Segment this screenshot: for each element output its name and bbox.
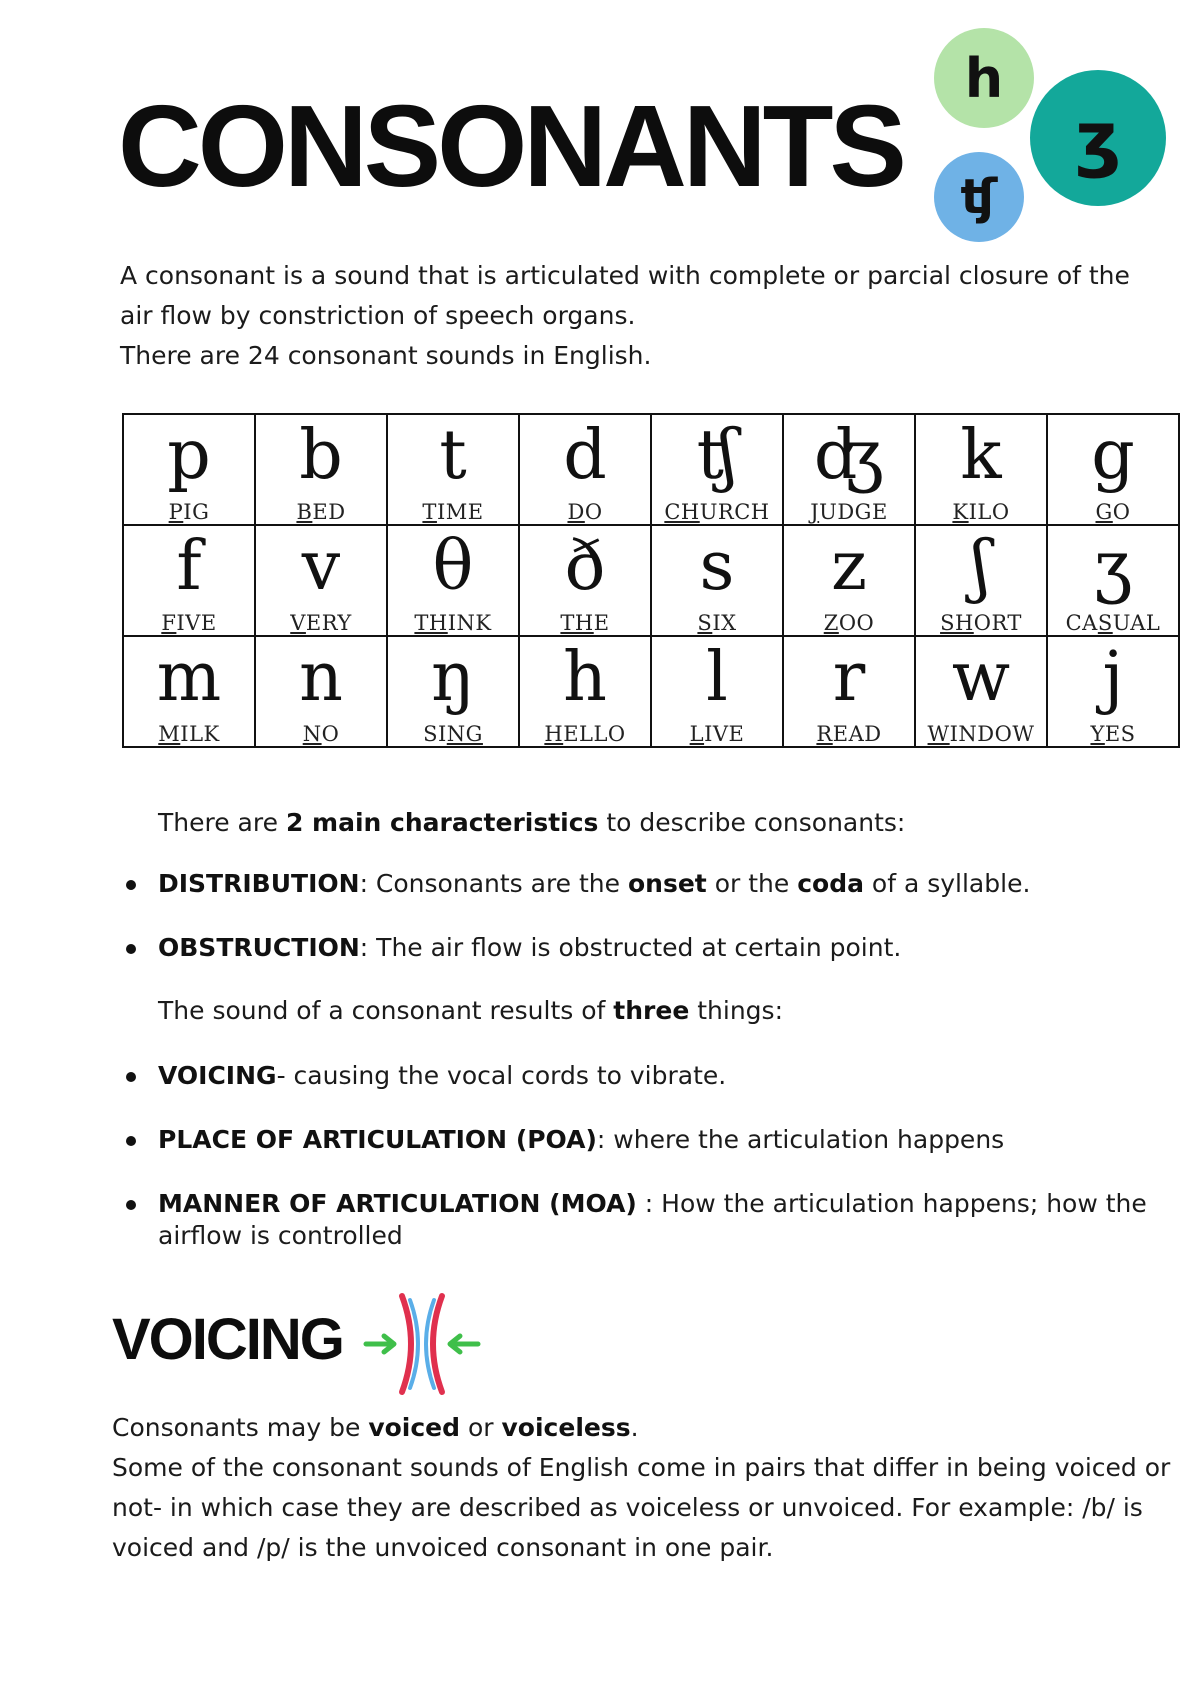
example-word-part: O — [321, 722, 340, 746]
bullet-dot — [126, 1136, 136, 1146]
ipa-cell — [783, 636, 915, 747]
example-word-highlight: TH — [414, 611, 448, 635]
ipa-symbol: t — [439, 416, 467, 495]
characteristics-lead: There are 2 main characteristics to describe consonants: — [158, 808, 906, 837]
example-word — [916, 723, 1046, 745]
ipa-symbol: l — [706, 638, 728, 717]
poa-item: PLACE OF ARTICULATION (POA): where the articulation happens — [158, 1125, 1005, 1154]
badge-ezh: ʒ — [1030, 70, 1166, 206]
example-word-part: CA — [1065, 611, 1098, 635]
example-word-part: ES — [1104, 722, 1136, 746]
voicing-item: VOICING- causing the vocal cords to vibrate. — [158, 1061, 727, 1090]
example-word-part: ORT — [973, 611, 1022, 635]
example-word — [784, 501, 914, 523]
example-word-highlight: SH — [940, 611, 974, 635]
ipa-symbol: v — [301, 527, 341, 606]
example-word — [520, 501, 650, 523]
example-word-part: INK — [447, 611, 492, 635]
ipa-symbol: z — [831, 527, 867, 606]
ipa-symbol: ʒ — [1093, 527, 1133, 606]
ipa-cell — [123, 636, 255, 747]
badge-tsh: ʧ — [934, 152, 1024, 242]
bullet-dot — [126, 944, 136, 954]
moa-item: MANNER OF ARTICULATION (MOA) : How the articulation happens; how the airflow is controlled — [158, 1189, 1147, 1250]
intro-count: There are 24 consonant sounds in English. — [120, 341, 652, 370]
ipa-symbol: d — [563, 416, 607, 495]
example-word-highlight: V — [290, 611, 306, 635]
example-word-part: UDGE — [819, 500, 888, 524]
ipa-cell — [1047, 414, 1179, 525]
example-word-part: ILK — [180, 722, 220, 746]
ipa-cell — [915, 414, 1047, 525]
example-word-part: ED — [312, 500, 346, 524]
example-word-highlight: B — [296, 500, 313, 524]
example-word-part: IG — [183, 500, 210, 524]
ipa-symbol: m — [156, 638, 222, 717]
ipa-symbol: j — [1102, 638, 1124, 717]
example-word-part: IVE — [176, 611, 217, 635]
voicing-intro: Consonants may be voiced or voiceless. — [112, 1413, 639, 1442]
ipa-cell — [783, 414, 915, 525]
example-word — [916, 612, 1046, 634]
ipa-symbol: θ — [432, 527, 474, 606]
ipa-symbol: ʃ — [971, 527, 991, 606]
ipa-cell — [1047, 525, 1179, 636]
example-word — [916, 501, 1046, 523]
example-word-part: ERY — [305, 611, 352, 635]
voicing-paragraph — [112, 1408, 1172, 1568]
example-word — [1048, 612, 1178, 634]
example-word — [388, 612, 518, 634]
ipa-cell — [915, 525, 1047, 636]
example-word-highlight: J — [810, 500, 820, 524]
example-word — [256, 501, 386, 523]
example-word-part: IX — [712, 611, 737, 635]
example-word-part: IVE — [704, 722, 745, 746]
ipa-symbol: ʧ — [696, 416, 738, 495]
ipa-cell — [387, 636, 519, 747]
example-word — [520, 612, 650, 634]
example-word-part: UAL — [1112, 611, 1161, 635]
ipa-symbol: f — [176, 527, 202, 606]
ipa-symbol: k — [960, 416, 1002, 495]
badge-h: h — [934, 28, 1034, 128]
ipa-cell — [255, 525, 387, 636]
example-word-highlight: H — [544, 722, 564, 746]
bullet-dot — [126, 880, 136, 890]
example-word — [124, 612, 254, 634]
example-word-highlight: P — [168, 500, 184, 524]
example-word — [1048, 723, 1178, 745]
intro-paragraph — [120, 256, 1160, 376]
ipa-row — [123, 414, 1179, 525]
example-word-highlight: W — [927, 722, 950, 746]
example-word-part: O — [1112, 500, 1131, 524]
voicing-example: Some of the consonant sounds of English come in pairs that differ in being voiced or not- in which case they are described as voiceless or unvoiced. For example: /b/ is voiced and /p/ is the unvoiced consonant in one pair. — [112, 1453, 1171, 1562]
ipa-cell — [519, 636, 651, 747]
example-word-highlight: Z — [823, 611, 839, 635]
ipa-cell — [255, 414, 387, 525]
ipa-symbol: r — [832, 638, 866, 717]
ipa-symbol: s — [699, 527, 735, 606]
example-word — [256, 612, 386, 634]
example-word — [652, 612, 782, 634]
bullet-dot — [126, 1072, 136, 1082]
example-word — [652, 723, 782, 745]
example-word — [784, 723, 914, 745]
ipa-cell — [915, 636, 1047, 747]
example-word — [652, 501, 782, 523]
example-word — [124, 723, 254, 745]
example-word-highlight: NG — [446, 722, 483, 746]
ipa-cell — [123, 525, 255, 636]
example-word-highlight: S — [1097, 611, 1113, 635]
example-word — [124, 501, 254, 523]
obstruction-item: OBSTRUCTION: The air flow is obstructed at certain point. — [158, 933, 902, 962]
example-word-part: O — [584, 500, 603, 524]
example-word — [784, 612, 914, 634]
vocal-cords-icon — [362, 1292, 482, 1396]
ipa-cell — [255, 636, 387, 747]
ipa-cell — [123, 414, 255, 525]
ipa-cell — [651, 414, 783, 525]
ipa-cell — [519, 414, 651, 525]
example-word-part: SI — [423, 722, 447, 746]
ipa-cell — [387, 525, 519, 636]
example-word-highlight: S — [697, 611, 713, 635]
example-word — [388, 723, 518, 745]
ipa-symbol: ŋ — [431, 638, 475, 717]
ipa-symbol: n — [299, 638, 343, 717]
example-word-highlight: D — [567, 500, 585, 524]
example-word-highlight: Y — [1090, 722, 1105, 746]
ipa-consonant-table — [122, 413, 1180, 748]
example-word-part: ELLO — [563, 722, 626, 746]
ipa-symbol: p — [167, 416, 211, 495]
ipa-symbol: b — [299, 416, 343, 495]
distribution-item: DISTRIBUTION: Consonants are the onset or the coda of a syllable. — [158, 869, 1031, 898]
ipa-cell — [387, 414, 519, 525]
example-word-highlight: L — [689, 722, 705, 746]
example-word-highlight: CH — [664, 500, 700, 524]
example-word-part: ILO — [968, 500, 1010, 524]
ipa-cell — [651, 636, 783, 747]
voicing-heading: VOICING — [112, 1307, 343, 1372]
example-word-highlight: M — [158, 722, 181, 746]
example-word — [520, 723, 650, 745]
example-word-part: URCH — [699, 500, 770, 524]
ipa-symbol: ʤ — [813, 416, 885, 495]
example-word-part: INDOW — [949, 722, 1035, 746]
sound-lead: The sound of a consonant results of three things: — [158, 996, 783, 1025]
example-word-highlight: T — [422, 500, 437, 524]
ipa-symbol: h — [563, 638, 607, 717]
example-word-highlight: N — [302, 722, 322, 746]
example-word-part: IME — [436, 500, 484, 524]
ipa-cell — [783, 525, 915, 636]
example-word — [388, 501, 518, 523]
example-word-highlight: R — [816, 722, 833, 746]
example-word-highlight: K — [952, 500, 969, 524]
example-word-highlight: F — [161, 611, 177, 635]
example-word — [1048, 501, 1178, 523]
page-title: CONSONANTS — [118, 81, 903, 211]
example-word-highlight: G — [1095, 500, 1113, 524]
bullet-dot — [126, 1200, 136, 1210]
example-word-part: EAD — [832, 722, 882, 746]
example-word — [256, 723, 386, 745]
example-word-part: OO — [838, 611, 875, 635]
example-word-part: E — [593, 611, 610, 635]
ipa-row — [123, 525, 1179, 636]
ipa-symbol: g — [1091, 416, 1135, 495]
ipa-cell — [519, 525, 651, 636]
ipa-cell — [1047, 636, 1179, 747]
ipa-row — [123, 636, 1179, 747]
ipa-symbol: ð — [564, 527, 606, 606]
intro-definition: A consonant is a sound that is articulated with complete or parcial closure of the air flow by constriction of speech organs. — [120, 261, 1130, 330]
ipa-cell — [651, 525, 783, 636]
example-word-highlight: TH — [560, 611, 594, 635]
ipa-symbol: w — [951, 638, 1011, 717]
